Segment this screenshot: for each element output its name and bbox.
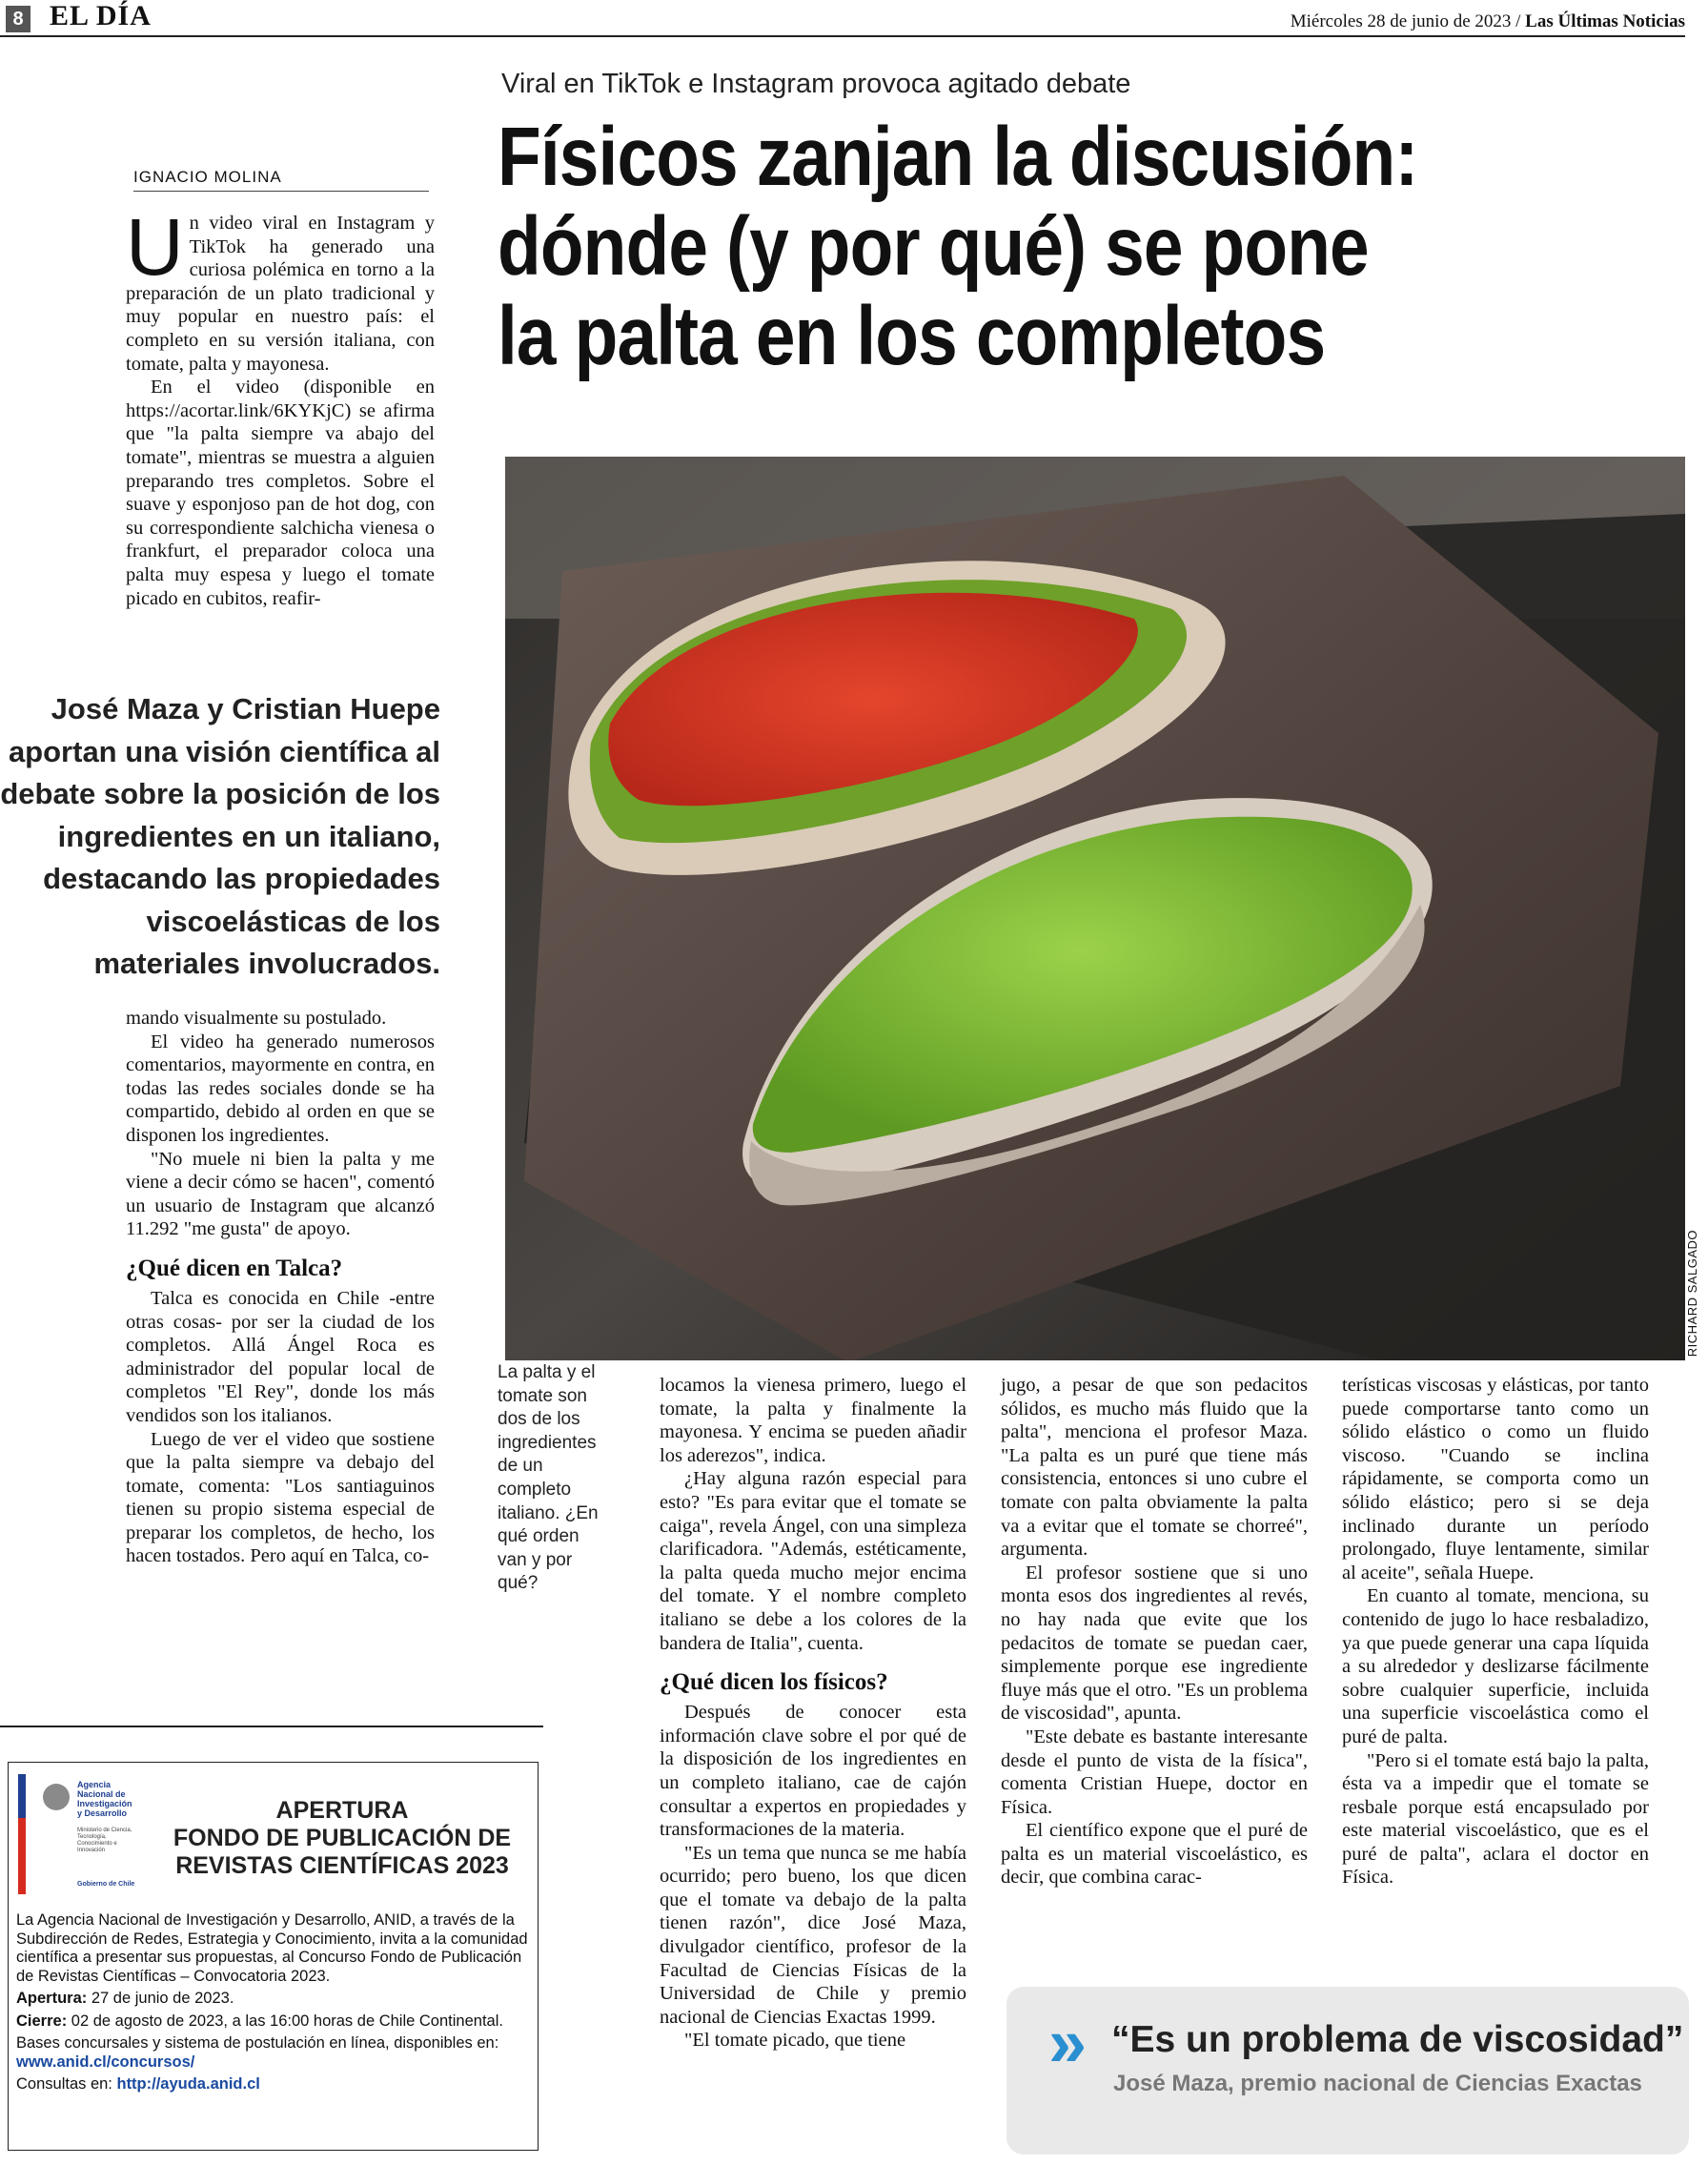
- anid-logo-text: [77, 1780, 132, 1818]
- section-name: EL DÍA: [50, 0, 152, 31]
- subheading: ¿Qué dicen en Talca?: [126, 1255, 343, 1281]
- headline-line: la palta en los completos: [498, 290, 1326, 382]
- pull-quote-box: [1006, 1987, 1689, 2155]
- photo-credit: RICHARD SALGADO: [1685, 1230, 1699, 1358]
- contact-link[interactable]: http://ayuda.anid.cl: [116, 2075, 260, 2093]
- page-number: 8: [6, 6, 30, 32]
- paragraph: jugo, a pesar de que son pedacitos sólidos, es mucho más fluido que la palta", menciona el profesor Maza. "La palta es un puré que tiene más consistencia, entonces si uno cubre el tomate con palta obviamente la palta va a evitar que el tomate se chorreé", argumenta.: [1001, 1375, 1308, 1561]
- headline-line: dónde (y por qué) se pone: [498, 200, 1369, 293]
- kicker: Viral en TikTok e Instagram provoca agitado debate: [501, 69, 1131, 99]
- ad-title-line: FONDO DE PUBLICACIÓN DE: [173, 1825, 512, 1851]
- ad-description: La Agencia Nacional de Investigación y Desarrollo, ANID, a través de la Subdirección de Redes, Estrategia y Conocimiento, invita a la comunidad científica a presentar sus propuestas, al Concurso Fondo de Publicación de Revistas Científicas – Convocatoria 2023.: [16, 1911, 528, 1985]
- paragraph: "El tomate picado, que tiene: [684, 2030, 906, 2052]
- paragraph: "Pero si el tomate está bajo la palta, ésta va a impedir que el tomate se resbale porque está encapsulado por este material viscoelástico, que es el puré de palta", aclara el doctor en Física.: [1342, 1749, 1649, 1889]
- logo-line: y Desarrollo: [77, 1808, 128, 1818]
- drop-cap: U: [126, 202, 184, 292]
- logo-line: Agencia: [77, 1780, 112, 1789]
- paragraph: En cuanto al tomate, menciona, su contenido de jugo lo hace resbaladizo, ya que puede generar una capa líquida a su alrededor y deslizarse fácilmente sobre cualquier superficie, incluida una superficie viscoelástica como el puré de palta.: [1342, 1585, 1649, 1747]
- logo-line: Investigación: [77, 1799, 132, 1808]
- bases-link[interactable]: www.anid.cl/concursos/: [16, 2053, 195, 2071]
- dateline: [1291, 11, 1685, 32]
- anid-advertisement: [8, 1762, 539, 2151]
- masthead-rule: [0, 35, 1685, 37]
- paragraph: El científico expone que el puré de palta es un material viscoelástico, es decir, que combina carac-: [1001, 1820, 1308, 1889]
- pull-quote-attribution: José Maza, premio nacional de Ciencias Exactas: [1113, 2071, 1642, 2096]
- logo-line: Nacional de: [77, 1789, 126, 1799]
- government-text: Gobierno de Chile: [77, 1881, 135, 1888]
- ad-title: [152, 1797, 533, 1880]
- closing-label: Cierre:: [16, 2012, 68, 2030]
- lead-text: [126, 202, 435, 610]
- headline-line: Físicos zanjan la discusión:: [498, 111, 1418, 203]
- subheading: ¿Qué dicen los físicos?: [660, 1669, 888, 1696]
- ad-closing-date: [16, 2012, 531, 2032]
- quote-chevron-icon: »: [1048, 2005, 1088, 2081]
- paragraph: Después de conocer esta información clave sobre el por qué de la disposición de los ingredientes en un completo italiano, cae de cajón consultar a expertos en propiedades y transformaciones de la materia.: [660, 1702, 966, 1841]
- paragraph: "No muele ni bien la palta y me viene a decir cómo se hacen", comentó un usuario de Instagram que alcanzó 11.292 "me gusta" de apoyo.: [126, 1148, 435, 1240]
- pull-quote-text: “Es un problema de viscosidad”: [1111, 2019, 1684, 2060]
- closing-value: 02 de agosto de 2023, a las 16:00 horas de Chile Continental.: [67, 2012, 503, 2030]
- paragraph: "Es un tema que nunca se me había ocurrido; pero bueno, los que dicen que el tomate va debajo de la palta tienen razón", dice José Maza, divulgador científico, profesor de la Facultad de Ciencias Físicas de la Universidad de Chile y premio nacional de Ciencias Exactas 1999.: [660, 1842, 966, 2028]
- paragraph: ¿Hay alguna razón especial para esto? "Es para evitar que el tomate se caiga", revela Ángel, con una simpleza clarificadora. "Además, estéticamente, la palta queda mucho mejor encima del tomate. Y el nombre completo italiano se debe a los colores de la bandera de Italia", cuenta.: [660, 1468, 966, 1654]
- paragraph: Luego de ver el video que sostiene que la palta siempre va debajo del tomate, comenta: "Los santiaguinos tienen su propio sistema especial de preparar los completos, de hecho, los hacen tostados. Pero aquí en Talca, co-: [126, 1428, 435, 1567]
- deck: José Maza y Cristian Huepe aportan una visión científica al debate sobre la posición de los ingredientes en un italiano, destacando las propiedades viscoelásticas de los materiales involucrados.: [0, 692, 440, 980]
- ad-contact: [16, 2075, 531, 2094]
- photo-completos: [505, 457, 1685, 1360]
- ad-bases: [16, 2034, 531, 2072]
- ad-separator-rule: [0, 1726, 543, 1727]
- paragraph: En el video (disponible en https://acortar.link/6KYKjC) se afirma que "la palta siempre va abajo del tomate", mientras se muestra a alguien preparando tres completos. Sobre el suave y esponjoso pan de hot dog, con su correspondiente salchicha vienesa o frankfurt, el preparador coloca una palta muy espesa y luego el tomate picado en cubitos, reafir-: [126, 377, 435, 609]
- opening-label: Apertura:: [16, 1990, 88, 2007]
- paragraph: mando visualmente su postulado.: [126, 1008, 387, 1029]
- column-2: [660, 1374, 966, 2053]
- issue-date: Miércoles 28 de junio de 2023: [1290, 11, 1512, 31]
- ad-body: [16, 1911, 531, 2098]
- paragraph: locamos la vienesa primero, luego el tomate, la palta y finalmente la mayonesa. Y encima se pueden añadir los aderezos", indica.: [660, 1375, 966, 1466]
- column-4: [1342, 1374, 1649, 1889]
- opening-value: 27 de junio de 2023.: [87, 1990, 234, 2007]
- ministry-text: Ministerio de Ciencia, Tecnología, Conocimiento e Innovación: [77, 1828, 132, 1853]
- paragraph: terísticas viscosas y elásticas, por tanto puede comportarse tanto como un sólido elástico o como un fluido viscoso. "Cuando se inclina rápidamente, se comporta como un sólido elástico; pero si se deja inclinado durante un período prolongado, fluye lentamente, similar al aceite", señala Huepe.: [1342, 1375, 1649, 1583]
- ad-opening-date: [16, 1990, 531, 2009]
- paragraph: Talca es conocida en Chile -entre otras cosas- por ser la ciudad de los completos. Allá Ángel Roca es administrador del popular local de completos "El Rey", donde los más vendidos son los italianos.: [126, 1287, 435, 1426]
- paragraph: "Este debate es bastante interesante desde el punto de vista de la física", comenta Cristian Huepe, doctor en Física.: [1001, 1726, 1308, 1818]
- photo-caption: La palta y el tomate son dos de los ingredientes de un completo italiano. ¿En qué orden van y por qué?: [498, 1362, 599, 1594]
- column-1-continued: [126, 1007, 435, 1568]
- paragraph: El profesor sostiene que si uno monta esos dos ingredientes al revés, no hay nada que evite que los pedacitos de tomate se puedan caer, simplemente porque ese ingrediente fluye más que el otro. "Es un problema de viscosidad", apunta.: [1001, 1562, 1308, 1725]
- lead-paragraph: n video viral en Instagram y TikTok ha generado una curiosa polémica en torno a la preparación de un plato tradicional y muy popular en nuestro país: el completo en su versión italiana, con tomate, palta y mayonesa.: [126, 213, 435, 375]
- newspaper-name: Las Últimas Noticias: [1525, 11, 1685, 31]
- bases-text: Bases concursales y sistema de postulación en línea, disponibles en:: [16, 2034, 499, 2052]
- anid-logo: [18, 1774, 142, 1896]
- contact-text: Consultas en:: [16, 2075, 117, 2093]
- paragraph: El video ha generado numerosos comentarios, mayormente en contra, en todas las redes sociales donde se ha compartido, debido al orden en que se disponen los ingredientes.: [126, 1031, 435, 1146]
- dateline-separator: /: [1511, 11, 1526, 31]
- headline: [498, 112, 1514, 381]
- byline: IGNACIO MOLINA: [133, 168, 429, 192]
- ad-title-line: APERTURA: [275, 1797, 409, 1824]
- ad-title-line: REVISTAS CIENTÍFICAS 2023: [175, 1852, 509, 1879]
- column-3: [1001, 1374, 1308, 1889]
